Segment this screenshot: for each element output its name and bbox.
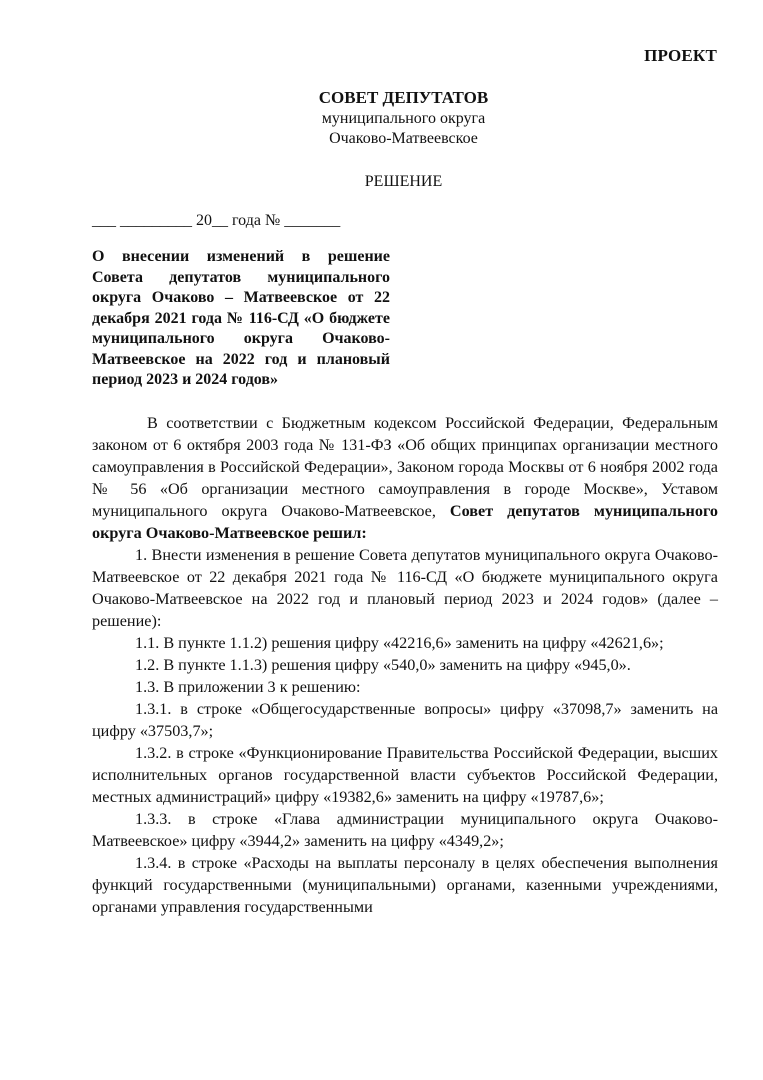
item-1-3-1: 1.3.1. в строке «Общегосударственные вопросы» цифру «37098,7» заменить на цифру «37503,7»; bbox=[92, 700, 718, 740]
item-1-3-2: 1.3.2. в строке «Функционирование Правительства Российской Федерации, высших исполнительных органов государственной власти субъектов Российской Федерации, местных администраций» цифру «19382,6» заменить на цифру «19787,6»; bbox=[92, 744, 718, 806]
decision-title: РЕШЕНИЕ bbox=[364, 173, 443, 190]
council-title: СОВЕТ ДЕПУТАТОВ bbox=[318, 88, 489, 107]
decision-subject: О внесении изменений в решение Совета депутатов муниципального округа Очаково – Матвеевское от 22 декабря 2021 года № 116-СД «О бюджете муниципального округа Очаково-Матвеевское на 2022 год и плановый период 2023 и 2024 годов» bbox=[92, 248, 390, 388]
item-1-1: 1.1. В пункте 1.1.2) решения цифру «42216,6» заменить на цифру «42621,6»; bbox=[135, 634, 664, 652]
item-1-3-3: 1.3.3. в строке «Глава администрации муниципального округа Очаково-Матвеевское» цифру «3944,2» заменить на цифру «4349,2»; bbox=[92, 810, 718, 850]
district-name: Очаково-Матвеевское bbox=[329, 130, 478, 147]
item-1-3: 1.3. В приложении 3 к решению: bbox=[135, 678, 361, 696]
preamble-paragraph bbox=[92, 412, 718, 544]
date-number-line: ___ _________ 20__ года № _______ bbox=[92, 212, 341, 229]
preamble-resolution: Совет депутатов муниципального округа Очаково-Матвеевское решил: bbox=[92, 502, 719, 542]
preamble-text: В соответствии с Бюджетным кодексом Российской Федерации, Федеральным законом от 6 октября 2003 года № 131-ФЗ «Об общих принципах организации местного самоуправления в Российской Федерации», Законом города Москвы от 6 ноября 2002 года № 56 «Об организации местного самоуправления в городе Москве», Уставом муниципального округа Очаково-Матвеевское, bbox=[92, 414, 718, 520]
item-1-3-4: 1.3.4. в строке «Расходы на выплаты персоналу в целях обеспечения выполнения функций государственными (муниципальными) органами, казенными учреждениями, органами управления государственными bbox=[92, 854, 718, 916]
document-body bbox=[92, 412, 718, 918]
item-1: 1. Внести изменения в решение Совета депутатов муниципального округа Очаково-Матвеевское от 22 декабря 2021 года № 116-СД «О бюджете муниципального округа Очаково-Матвеевское на 2022 год и плановый период 2023 и 2024 годов» (далее – решение): bbox=[92, 546, 718, 630]
draft-stamp: ПРОЕКТ bbox=[644, 46, 717, 65]
item-1-2: 1.2. В пункте 1.1.3) решения цифру «540,0» заменить на цифру «945,0». bbox=[135, 656, 631, 674]
council-subtitle-line: муниципального округа bbox=[321, 110, 486, 127]
